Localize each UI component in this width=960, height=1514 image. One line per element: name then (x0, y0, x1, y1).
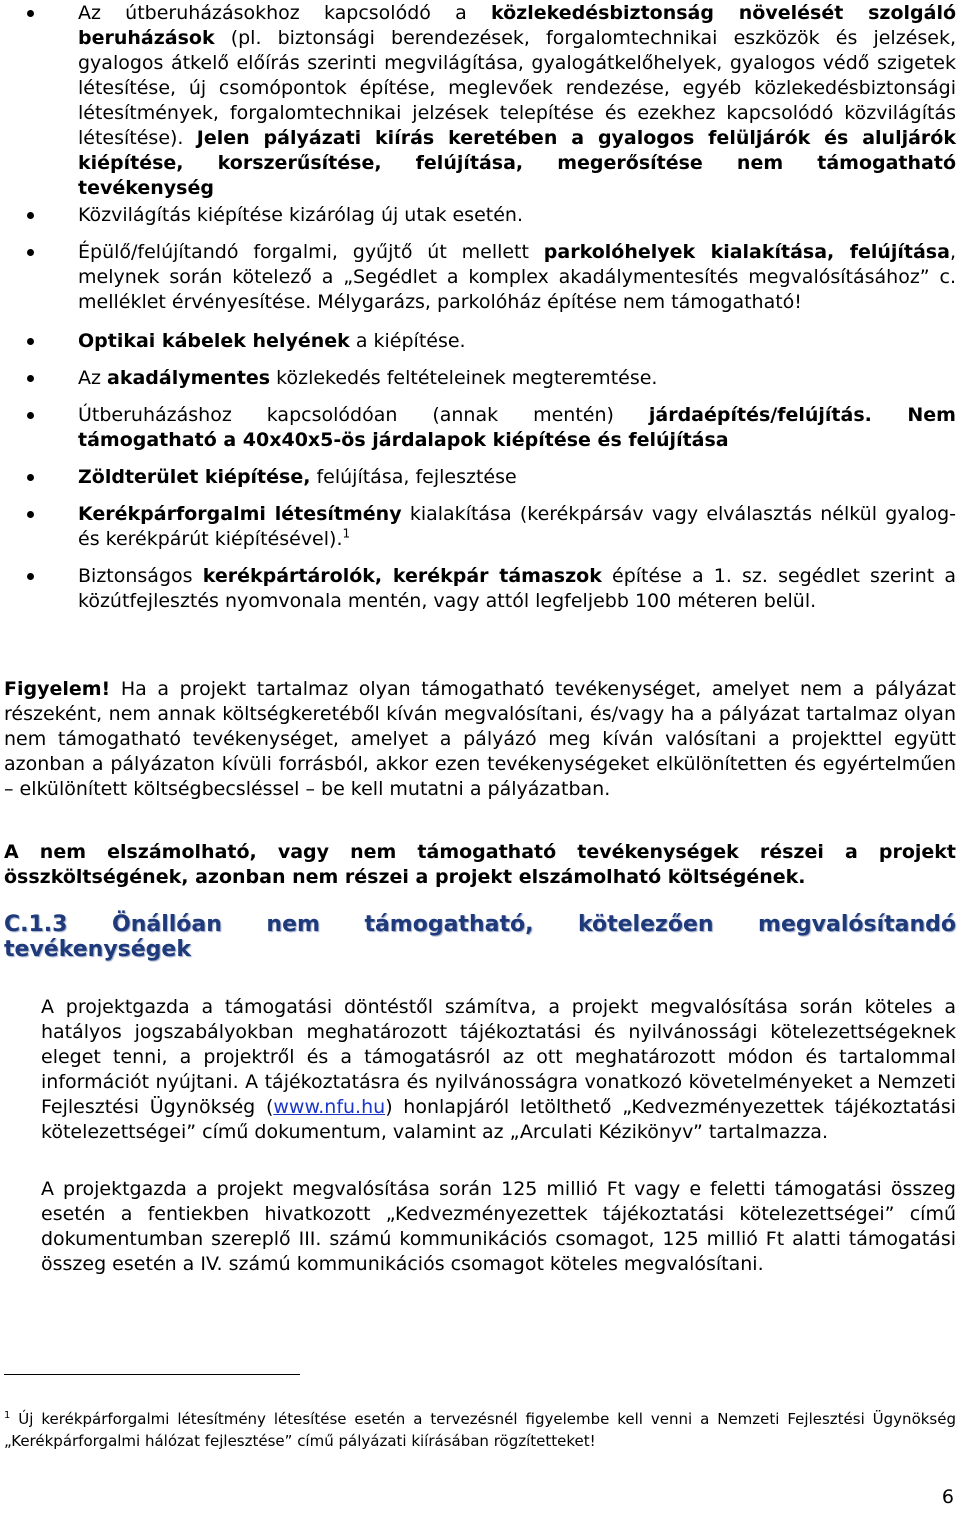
warning-text: Ha a projekt tartalmaz olyan támogatható tevékenységet, amelyet nem a pályázat részeként, nem annak költségkeretéből kíván megvalósítani, és/vagy ha a pályázat tartalmaz olyan nem támogatható tevékenységet, amelyet a pályázó meg kíván valósítani a projekttel együtt azonban a pályázaton kívüli forrásból, akkor ezen tevékenységeket elkülönítetten és egyértelműen – elkülönített költségbecsléssel – be kell mutatni a pályázatban. (4, 678, 956, 800)
list-item (0, 465, 960, 490)
list-item-text (78, 203, 956, 228)
list-item-text (78, 564, 956, 614)
footnote-text: Új kerékpárforgalmi létesítmény létesítése esetén a tervezésnél figyelembe kell venni a Nemzeti Fejlesztési Ügynökség „Kerékpárforgalmi hálózat fejlesztése” című pályázati kiírásában rögzítetteket! (4, 1410, 956, 1450)
list-item-text (78, 403, 956, 453)
bullet-dot (27, 474, 34, 481)
text-run: , melynek során kötelező a „Segédlet a komplex akadálymentesítés megvalósításához” c. melléklet érvényesítése. Mélygarázs, parkolóház építése nem támogatható! (78, 241, 956, 313)
list-item-text (78, 1, 956, 201)
text-run-bold: akadálymentes (107, 367, 271, 389)
text-run: építése a 1. sz. segédlet szerint a közútfejlesztés nyomvonala mentén, vagy attól legfeljebb 100 méteren belül. (78, 565, 956, 612)
text-run: Közvilágítás kiépítése kizárólag új utak esetén. (78, 204, 523, 226)
nfu-link[interactable]: www.nfu.hu (273, 1096, 386, 1118)
section-paragraph-1 (41, 995, 956, 1145)
list-item (0, 403, 960, 453)
warning-paragraph (4, 677, 956, 802)
list-item (0, 240, 960, 315)
text-run: Épülő/felújítandó forgalmi, gyűjtő út mellett (78, 241, 544, 263)
list-item (0, 564, 960, 614)
bullet-dot (27, 212, 34, 219)
list-item-text (78, 502, 956, 552)
text-run: közlekedés feltételeinek megteremtése. (270, 367, 658, 389)
warning-label: Figyelem! (4, 678, 111, 700)
text-run: Az útberuházásokhoz kapcsolódó a (78, 2, 491, 24)
section-heading: C.1.3 Önállóan nem támogatható, kötelezően megvalósítandó tevékenységek (4, 912, 956, 962)
text-run: Az (78, 367, 108, 389)
bullet-dot (27, 412, 34, 419)
bullet-list (0, 1, 960, 614)
bullet-dot (27, 375, 34, 382)
list-item (0, 203, 960, 228)
footnote-separator (4, 1374, 300, 1375)
text-run-bold: közlekedésbiztonság növelését szolgáló beruházások (78, 2, 957, 49)
text-run-bold: Kerékpárforgalmi létesítmény (78, 503, 402, 525)
list-item (0, 329, 960, 354)
bullet-dot (27, 573, 34, 580)
footnote (4, 1408, 956, 1452)
text-run-bold: Optikai kábelek helyének (78, 330, 350, 352)
list-item (0, 502, 960, 552)
text-run: A projektgazda a támogatási döntéstől számítva, a projekt megvalósítása során köteles a hatályos jogszabályokban meghatározott tájékoztatási és nyilvánossági kötelezettségeknek eleget tenni, a projektről és a támogatásról az ott meghatározott módon és tartalommal információt nyújtani. A tájékoztatásra és nyilvánosságra vonatkozó követelményeket a Nemzeti Fejlesztési Ügynökség ( (41, 996, 956, 1118)
bold-note: A nem elszámolható, vagy nem támogatható tevékenységek részei a projekt összköltségének, azonban nem részei a projekt elszámolható költségének. (4, 841, 956, 888)
list-item-text (78, 240, 956, 315)
bullet-dot (27, 10, 34, 17)
footnote-number: 1 (4, 1410, 11, 1421)
text-run-bold: parkolóhelyek kialakítása, felújítása (543, 241, 950, 263)
text-run: ) honlapjáról letölthető „Kedvezményezettek tájékoztatási kötelezettségei” című dokumentum, valamint az „Arculati Kézikönyv” tartalmazza. (41, 1096, 957, 1143)
list-item-text (78, 366, 956, 391)
text-run: kialakítása (kerékpársáv vagy elválasztás nélkül gyalog- és kerékpárút kiépítésével). (78, 503, 956, 550)
text-run-bold: járdaépítés/felújítás. Nem támogatható a 40x40x5-ös járdalapok kiépítése és felújítása (78, 404, 956, 451)
list-item (0, 366, 960, 391)
footnote-ref: 1 (342, 526, 351, 541)
list-item-text (78, 465, 956, 490)
text-run: (pl. biztonsági berendezések, forgalomtechnikai eszközök és jelzések, gyalogos átkelő előírás szerinti megvilágítása, gyalogátkelőhelyek, gyalogos védő szigetek létesítése, új csomópontok építése, meglevőek rendezése, egyéb közlekedésbiztonsági létesítmények, forgalomtechnikai jelzések telepítése és ezekhez kapcsolódó közvilágítás létesítése). (78, 27, 956, 149)
list-item (0, 1, 960, 201)
section-paragraph-2: A projektgazda a projekt megvalósítása során 125 millió Ft vagy e feletti támogatási összeg esetén a fentiekben hivatkozott „Kedvezményezettek tájékoztatási kötelezettségei” című dokumentumban szereplő III. számú kommunikációs csomagot, 125 millió Ft alatti támogatási összeg esetén a IV. számú kommunikációs csomagot köteles megvalósítani. (41, 1178, 956, 1275)
text-run-bold: Zöldterület kiépítése, (78, 466, 311, 488)
bullet-dot (27, 511, 34, 518)
text-run: Útberuházáshoz kapcsolódóan (annak mentén) (78, 404, 649, 426)
text-run: felújítása, fejlesztése (310, 466, 517, 488)
text-run-bold: kerékpártárolók, kerékpár támaszok (202, 565, 602, 587)
bullet-dot (27, 249, 34, 256)
text-run-bold: Jelen pályázati kiírás keretében a gyalogos felüljárók és aluljárók kiépítése, korszerűsítése, felújítása, megerősítése nem támogatható tevékenység (78, 127, 956, 199)
text-run: Biztonságos (78, 565, 203, 587)
list-item-text (78, 329, 956, 354)
text-run: a kiépítése. (349, 330, 466, 352)
bullet-dot (27, 338, 34, 345)
page-number: 6 (941, 1486, 954, 1508)
